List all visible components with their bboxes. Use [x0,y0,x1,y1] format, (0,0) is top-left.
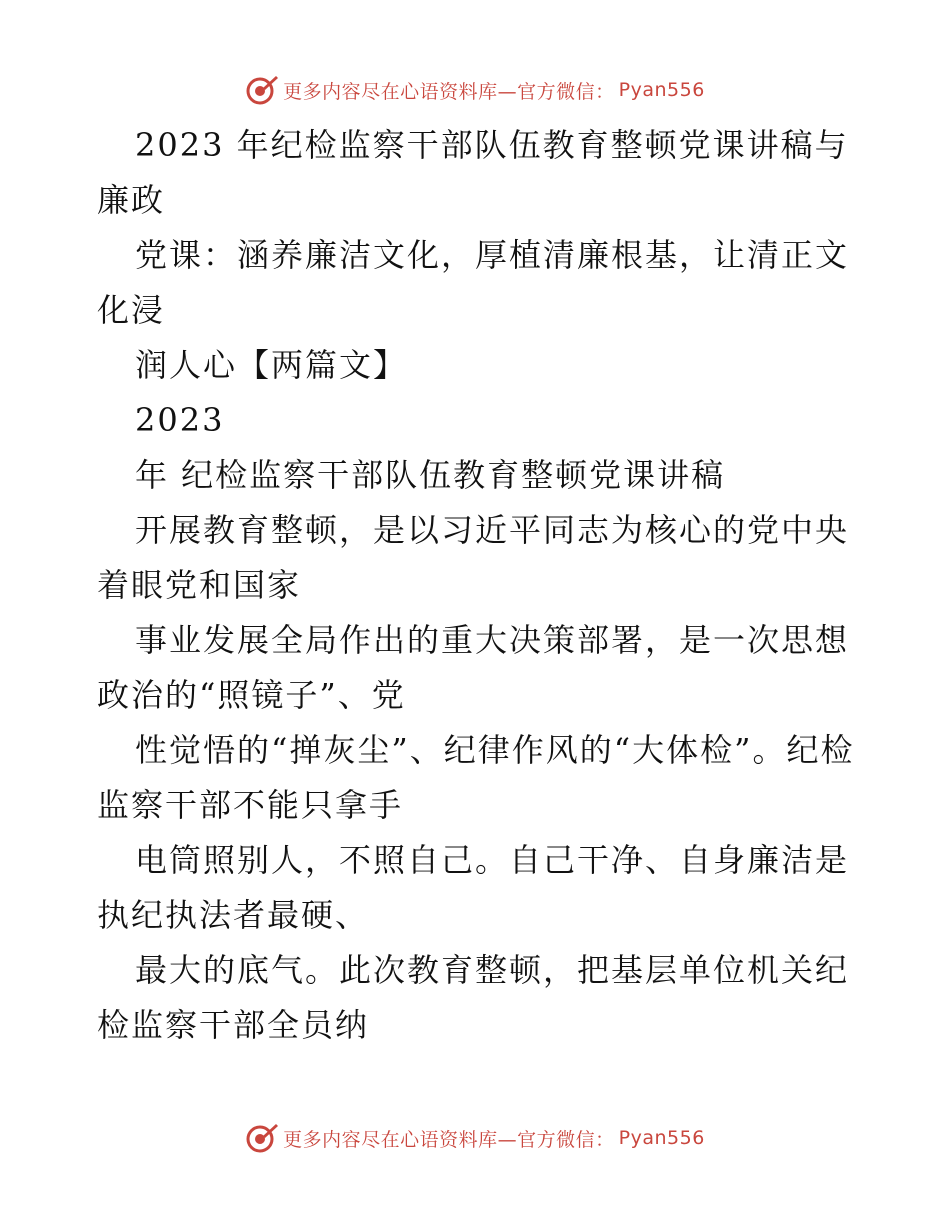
paragraph: 党课：涵养廉洁文化，厚植清廉根基，让清正文化浸 [97,236,850,329]
paragraph: 润人心【两篇文】 [135,346,408,384]
paragraph: 电筒照别人，不照自己。自己干净、自身廉洁是执纪执法者最硬、 [97,841,850,934]
pen-logo-icon [245,73,279,107]
paragraph: 事业发展全局作出的重大决策部署，是一次思想政治的“照镜子”、党 [97,621,850,714]
paragraph: 性觉悟的“掸灰尘”、纪律作风的“大体检”。纪检监察干部不能只拿手 [97,731,855,824]
paragraph: 2023 [135,401,225,439]
paragraph: 最大的底气。此次教育整顿，把基层单位机关纪检监察干部全员纳 [97,951,850,1044]
pen-logo-icon [245,1121,279,1155]
document-body [97,118,857,1053]
watermark-wechat-id: Pyan556 [618,1127,705,1149]
watermark-wechat-id: Pyan556 [618,79,705,101]
watermark-text: 更多内容尽在心语资料库—官方微信： [283,80,615,103]
watermark-footer [0,1118,950,1158]
paragraph: 2023 年纪检监察干部队伍教育整顿党课讲稿与廉政 [97,126,849,219]
paragraph: 年 纪检监察干部队伍教育整顿党课讲稿 [135,456,726,494]
watermark-header [0,70,950,110]
watermark-text: 更多内容尽在心语资料库—官方微信： [283,1128,615,1151]
paragraph: 开展教育整顿，是以习近平同志为核心的党中央着眼党和国家 [97,511,850,604]
